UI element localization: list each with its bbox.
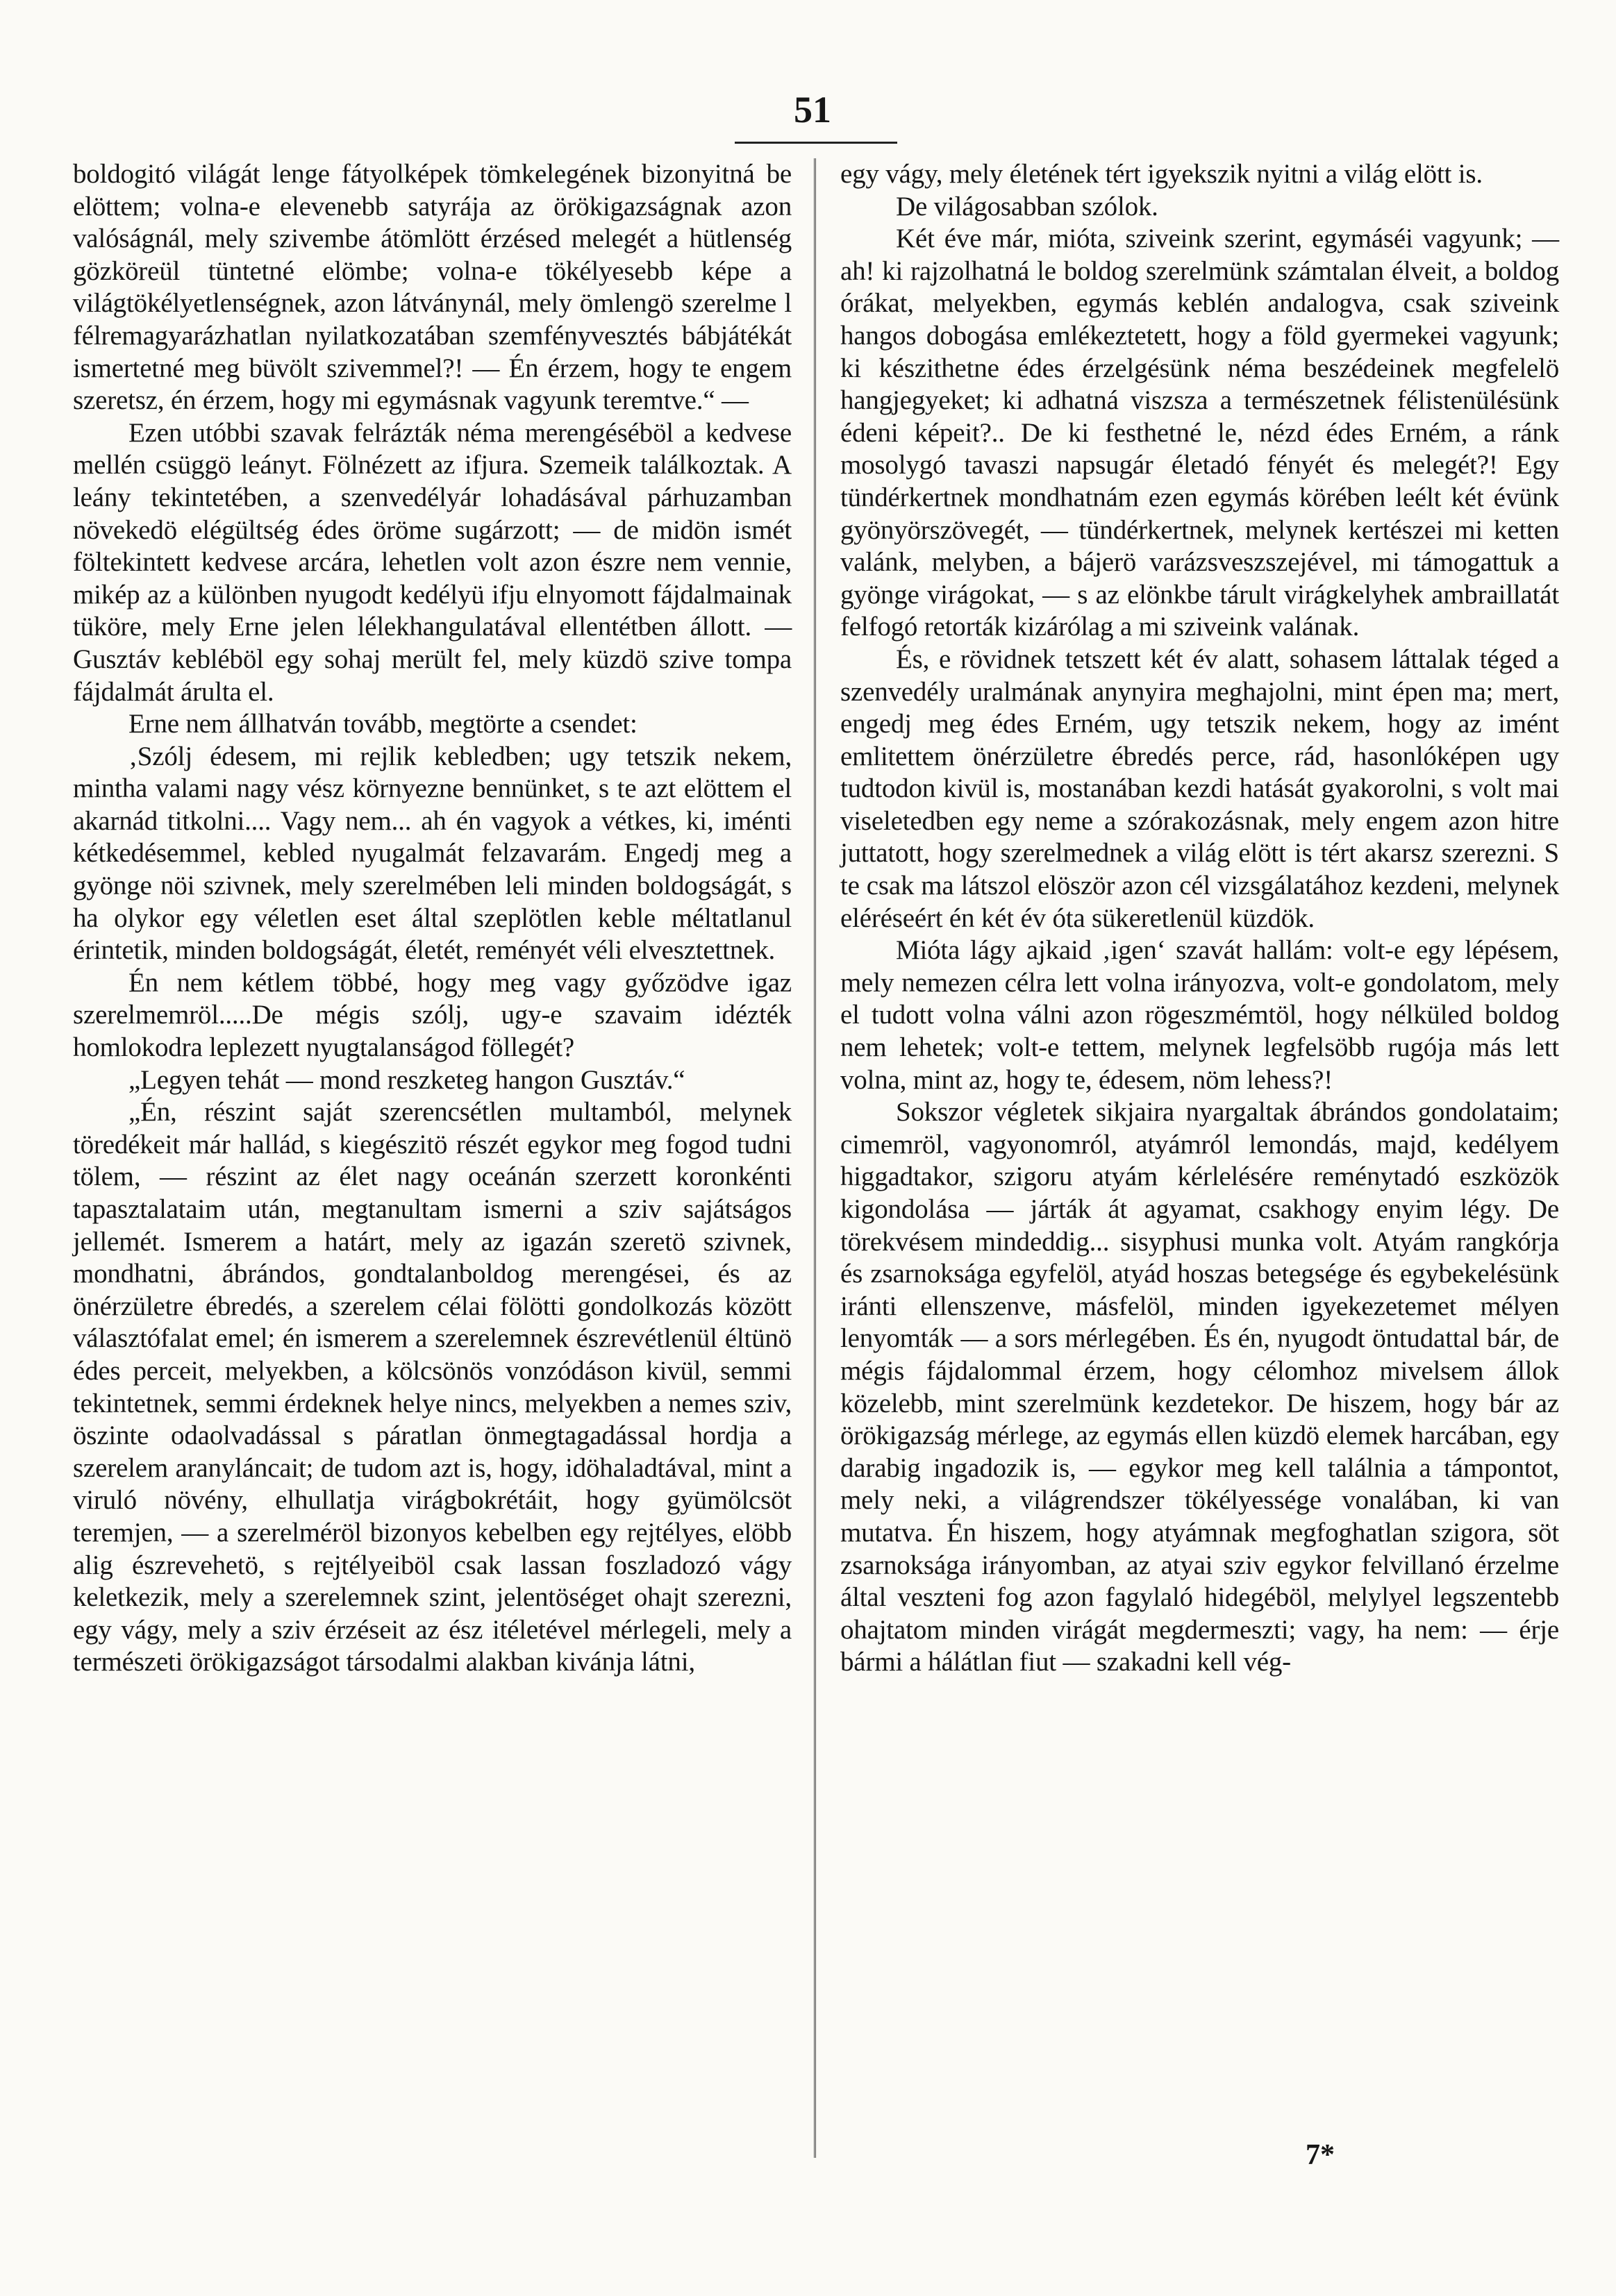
paragraph: egy vágy, mely életének tért igyekszik nyitni a világ elött is.: [840, 159, 1483, 189]
paragraph: Mióta lágy ajkaid ‚igen‘ szavát hallám: volt-e egy lépésem, mely nemezen célra lett volna irányozva, volt-e gondolatom, mely el tudott volna válni azon rögeszmémtöl, hogy nélküled boldog nem lehetek; volt-e tettem, melynek legfelsöbb rugója más lett volna, mint az, hogy te, édesem, nöm lehess?!: [840, 935, 1559, 1095]
paragraph: Én nem kétlem többé, hogy meg vagy győzödve igaz szerelmemröl.....De mégis szólj, ugy-e szavaim idézték homlokodra leplezett nyugtalanságod föllegét?: [73, 967, 792, 1063]
signature-mark: 7*: [1306, 2139, 1335, 2171]
paragraph: Két éve már, mióta, sziveink szerint, egymáséi vagyunk; — ah! ki rajzolhatná le boldog szerelmünk számtalan élveit, a boldog órákat, melyekben, egymás keblén andalogva, csak sziveink hangos dobogása emlékeztetett, hogy a föld gyermekei vagyunk; ki készithetne édes érzelgésünk néma beszédeinek megfelelö hangjegyeket; ki adhatná viszsza a természetnek félistenülésünk édeni képeit?.. De ki festhetné le, nézd édes Erném, a ránk mosolygó tavaszi napsugár életadó fényét és melegét?! Egy tündérkertnek mondhatnám ezen egymás körében leélt két évünk gyönyörszövegét, — tündérkertnek, melynek kertészei mi ketten valánk, melyben, a bájerö varázsveszszejével, mi támogattuk a gyönge virágokat, — s az elönkbe tárult virágkelyhek ambraillatát felfogó retorták kizárólag a mi sziveink valának.: [840, 224, 1559, 642]
paragraph: Ezen utóbbi szavak felrázták néma merengéséböl a kedvese mellén csüggö leányt. Fölnézett az ifjura. Szemeik találkoztak. A leány tekintetében, a szenvedélyár lohadásával párhuzamban növekedö elégültség édes öröme sugárzott; — de midön ismét föltekintett kedvese arcára, lehetlen volt azon észre nem vennie, mikép az a különben nyugodt kedélyü ifju elnyomott fájdalmainak tüköre, mely Erne jelen lélekhangulatával ellentétben állott. — Gusztáv kebléböl egy sohaj merült fel, mely küzdö szive tompa fájdalmát árulta el.: [73, 417, 792, 707]
header-rule: [735, 142, 897, 144]
paragraph: „Én, részint saját szerencsétlen multamból, melynek töredékeit már hallád, s kiegészitö részét egykor meg fogod tudni tölem, — részint az élet nagy oceánán szerzett koronkénti tapasztalataim után, megtanultam ismerni a sziv sajátságos jellemét. Ismerem a határt, mely az igazán szeretö szivnek, mondhatni, ábrándos, gondtalanboldog merengései, és az önérzületre ébredés, a szerelem célai fölötti gondolkozás között választófalat emel; én ismerem a szerelemnek észrevétlenül éltünö édes perceit, melyekben, a kölcsönös vonzódáson kivül, semmi tekintetnek, semmi érdeknek helye nincs, melyekben a nemes sziv, öszinte odaolvadással s páratlan önmegtagadással hordja a szerelem aranyláncait; de tudom azt is, hogy, idöhaladtával, mint a viruló növény, elhullatja virágbokrétáit, hogy gyümölcsöt teremjen, — a szerelméröl bizonyos kebelben egy rejtélyes, elöbb alig észrevehetö, s rejtélyeiböl csak lassan foszladozó vágy keletkezik, mely a szerelemnek szint, jelentöséget ohajt szerezni, egy vágy, mely a sziv érzéseit az ész itéletével mérlegeli, mely a természeti örökigazságot társodalmi alakban kivánja látni,: [73, 1097, 792, 1677]
right-column: [840, 158, 1559, 1679]
paragraph: ‚Szólj édesem, mi rejlik kebledben; ugy tetszik nekem, mintha valami nagy vész környezne bennünket, s te azt elöttem el akarnád titkolni.... Vagy nem... ah én vagyok a vétkes, ki, iménti kétkedésemmel, kebled nyugalmát felzavarám. Engedj meg a gyönge nöi szivnek, mely szerelmében leli minden boldogságát, s ha olykor egy véletlen eset által szeplötlen keble méltatlanul érintetik, minden boldogságát, életét, reményét véli elvesztettnek.: [73, 741, 792, 966]
paragraph: És, e rövidnek tetszett két év alatt, sohasem láttalak téged a szenvedély uralmának anynyira meghajolni, mint épen ma; mert, engedj meg édes Erném, ugy tetszik nekem, hogy az imént emlitettem önérzületre ébredés perce, rád, hasonlóképen ugy tudtodon kivül is, mostanában kezdi hatását gyakorolni, s volt mai viseletedben egy neme a szórakozásnak, mely engem azon hitre juttatott, hogy szerelmednek a világ elött is tért akarsz szerezni. S te csak ma látszol elöször azon cél vizsgálatához kezdeni, melynek eléréseért én két év óta sükeretlenül küzdök.: [840, 644, 1559, 933]
column-divider: [814, 158, 816, 2158]
left-column: [73, 158, 792, 1679]
paragraph: „Legyen tehát — mond reszketeg hangon Gusztáv.“: [128, 1064, 685, 1095]
paragraph: De világosabban szólok.: [896, 191, 1158, 221]
paragraph: Erne nem állhatván tovább, megtörte a csendet:: [128, 709, 638, 739]
page-number: 51: [794, 89, 831, 131]
paragraph: Sokszor végletek sikjaira nyargaltak ábrándos gondolataim; cimemröl, vagyonomról, atyámról lemondás, majd, kedélyem higgadtakor, szigoru atyám kérlelésére reménytadó eszközök kigondolása — járták át agyamat, csakhogy enyim légy. De törekvésem mindeddig... sisyphusi munka volt. Atyám rangkórja és zsarnoksága egyfelöl, atyád hoszas betegsége és egybekelésünk iránti ellenszenve, másfelöl, minden igyekezetemet mélyen lenyomták — a sors mérlegében. És én, nyugodt öntudattal bár, de mégis fájdalommal érzem, hogy célomhoz mivelsem állok közelebb, mint szerelmünk kezdetekor. De hiszem, hogy bár az örökigazság mérlege, az egymás ellen küzdö elemek harcában, egy darabig ingadozik is, — egykor meg kell találnia a támpontot, mely neki, a világrendszer tökélyessége vonalában, ki van mutatva. Én hiszem, hogy atyámnak megfoghatlan szigora, söt zsarnoksága irányomban, az atyai sziv egykor felvillanó érzelme által veszteni fog azon fagylaló hidegéböl, melylyel legszentebb ohajtatom minden virágát megdermeszti; vagy, ha nem: — érje bármi a hálátlan fiut — szakadni kell vég-: [840, 1097, 1559, 1677]
paragraph: boldogitó világát lenge fátyolképek tömkelegének bizonyitná be elöttem; volna-e elevenebb satyrája az örökigazságnak azon valóságnál, mely szivembe átömlött érzésed melegét a hütlenség gözköreül tüntetné elömbe; volna-e tökélyesebb képe a világtökélyetlenségnek, azon látványnál, mely ömlengö szerelme l félremagyarázhatlan nyilatkozatában szemfényvesztés bábjátékát ismertetné meg büvölt szivemmel?! — Én érzem, hogy te engem szeretsz, én érzem, hogy mi egymásnak vagyunk teremtve.“ —: [73, 159, 792, 416]
